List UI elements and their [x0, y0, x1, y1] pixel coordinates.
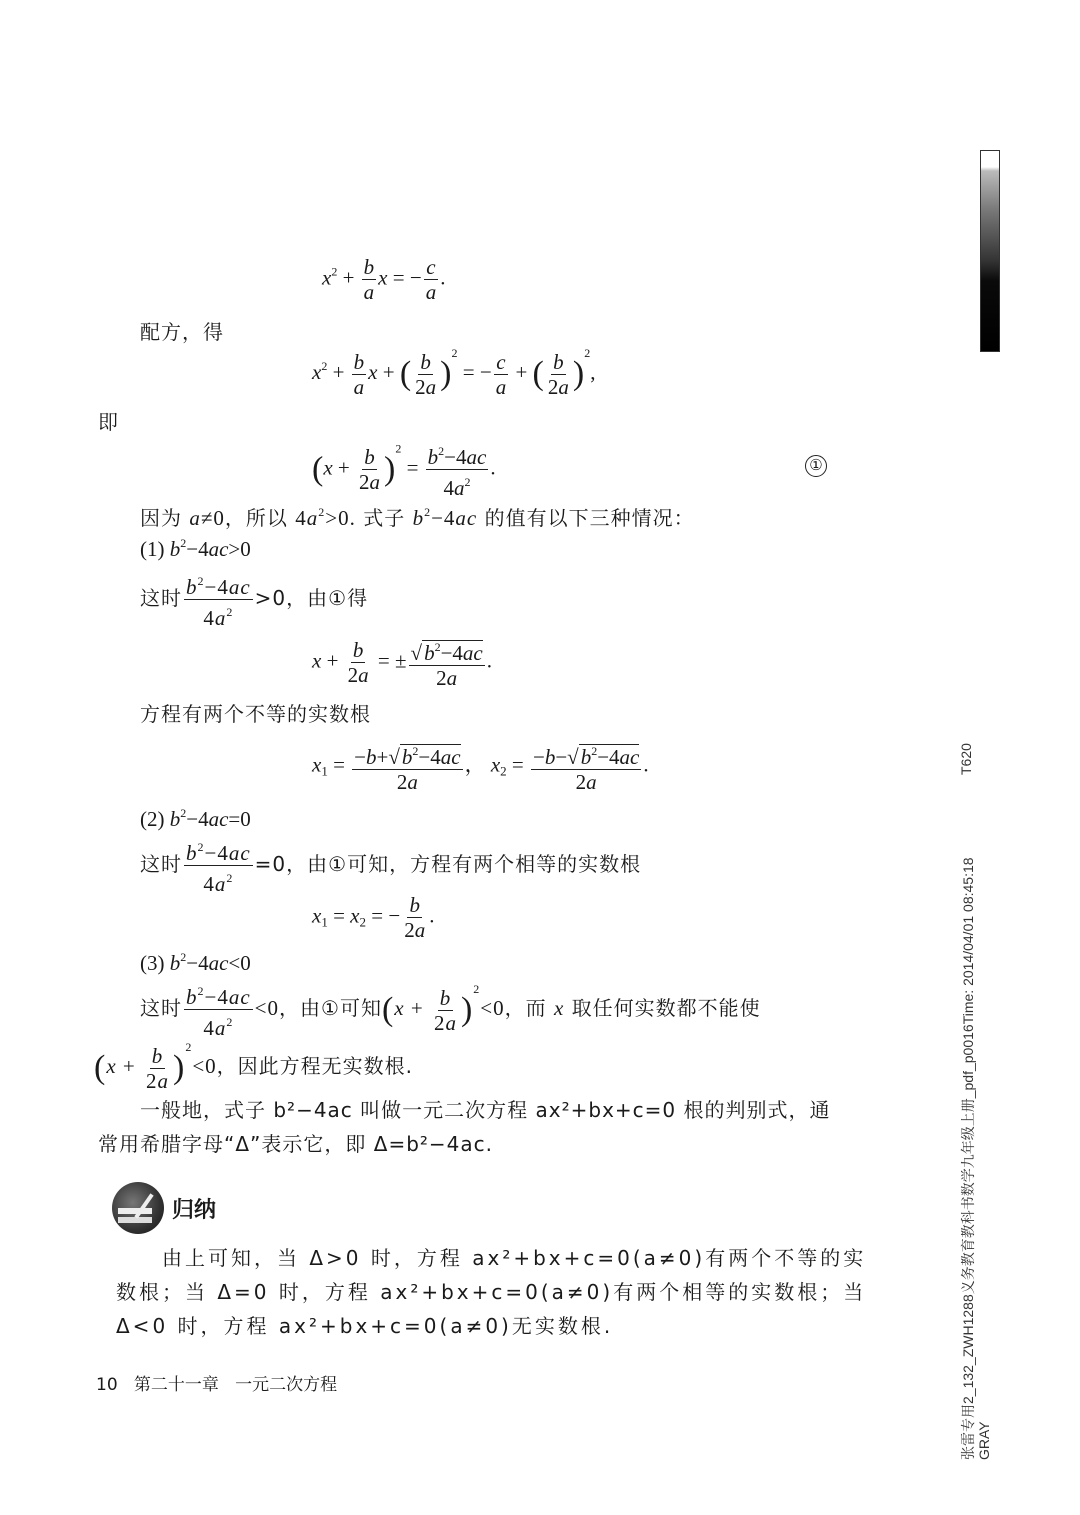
- equation-top: [322, 256, 445, 303]
- case1-heading: (1) $b^2-4ac>0$: [140, 536, 251, 561]
- fraction: [362, 256, 377, 303]
- plus: +: [342, 265, 355, 290]
- summary-line3: Δ<0 时，方程 ax²+bx+c=0(a≠0)无实数根.: [116, 1314, 614, 1338]
- period: .: [440, 265, 446, 290]
- page-footer: [96, 1370, 337, 1395]
- case2-heading: (2) $b^2-4ac=0$: [140, 806, 251, 831]
- case2-roots: $x_1 = x_2$ = − $\frac{b}{2a}$ .: [312, 893, 435, 942]
- grayscale-calibration-strip: [980, 150, 1000, 352]
- case1-roots: $x_1$ = $\frac{-b+√b^2-4ac}{2a}$ ， $x_2$ = $\frac{-b-√b^2-4ac}{2a}$ .: [312, 740, 649, 793]
- text-peifang: 配方，得: [140, 320, 224, 344]
- paragraph-because: 因为 a≠0，所以 $4a^2>0$. 式子 $b^2-4ac$ 的值有以下三种情况：: [140, 505, 695, 530]
- text-ji: 即: [98, 410, 119, 434]
- numerator: c: [426, 255, 436, 279]
- definition-line2: 常用希腊字母“Δ”表示它，即 Δ=b²−4ac.: [98, 1132, 494, 1156]
- margin-code: T620: [958, 743, 974, 775]
- denominator: a: [363, 280, 375, 304]
- case1-text: 这时 $\frac{b^2-4ac}{4a^2}$ >0，由①得: [140, 570, 368, 629]
- case2-text: 这时 $\frac{b^2-4ac}{4a^2}$ =0，由①可知，方程有两个相等的实数根: [140, 836, 641, 895]
- text-zheshi: 这时: [140, 852, 182, 876]
- numerator: b: [363, 255, 375, 279]
- margin-color-mode: GRAY: [976, 1421, 992, 1460]
- equation-complete-square: $x^2$ + $\frac{b}{a}$ x + ( $\frac{b}{2a}$ )$^2$ = − $\frac{c}{a}$ + ( $\frac{b}{2a}$ )$^2$,: [312, 346, 596, 399]
- equation-label-one: [805, 455, 827, 477]
- chapter-label: 第二十一章: [133, 1375, 219, 1395]
- case3-text-cont: (x + $\frac{b}{2a}$ )$^2$<0，因此方程无实数根.: [94, 1040, 414, 1093]
- fraction: [424, 256, 439, 303]
- equation-one: (x + $\frac{b}{2a}$ )$^2$ = $\frac{b^2-4ac}{4a^2}$ .: [312, 441, 496, 500]
- text-zheshi: 这时: [140, 586, 182, 610]
- var-x: x: [322, 265, 332, 290]
- definition-line1: 一般地，式子 b²−4ac 叫做一元二次方程 ax²+bx+c=0 根的判别式，通: [140, 1098, 831, 1122]
- case3-text: 这时 $\frac{b^2-4ac}{4a^2}$ <0，由①可知(x + $\frac{b}{2a}$ )$^2$<0，而 x 取任何实数都不能使: [140, 982, 761, 1040]
- case1-conclusion: 方程有两个不等的实数根: [140, 702, 371, 726]
- case3-heading: (3) $b^2-4ac<0$: [140, 950, 251, 975]
- summary-section: [112, 1182, 216, 1234]
- summary-line1: 由上可知，当 Δ>0 时，方程 ax²+bx+c=0(a≠0)有两个不等的实: [162, 1246, 867, 1270]
- exponent: 2: [331, 264, 338, 279]
- minus: −: [409, 265, 422, 290]
- page-number: 10: [96, 1375, 118, 1395]
- text-post: =0，由①可知，方程有两个相等的实数根: [254, 852, 642, 876]
- book-stack-icon: [112, 1182, 164, 1234]
- chapter-title: 一元二次方程: [235, 1375, 338, 1395]
- case1-equation: x + $\frac{b}{2a}$ = ± $\frac{√b^2-4ac}{2a}$ .: [312, 638, 492, 690]
- denominator: a: [425, 280, 437, 304]
- var-x: x: [378, 265, 388, 290]
- summary-heading: 归纳: [172, 1197, 217, 1223]
- margin-print-info: 张雷专用2_132_ZWH1288义务教育教科书数学九年级上册_pdf_p0016Time: 2014/04/01 08:45:18: [960, 857, 976, 1460]
- equals: =: [392, 265, 405, 290]
- summary-line2: 数根；当 Δ=0 时，方程 ax²+bx+c=0(a≠0)有两个相等的实数根；当: [116, 1280, 867, 1304]
- text-post: >0，由①得: [254, 586, 369, 610]
- circled-number-one: ①: [805, 455, 827, 477]
